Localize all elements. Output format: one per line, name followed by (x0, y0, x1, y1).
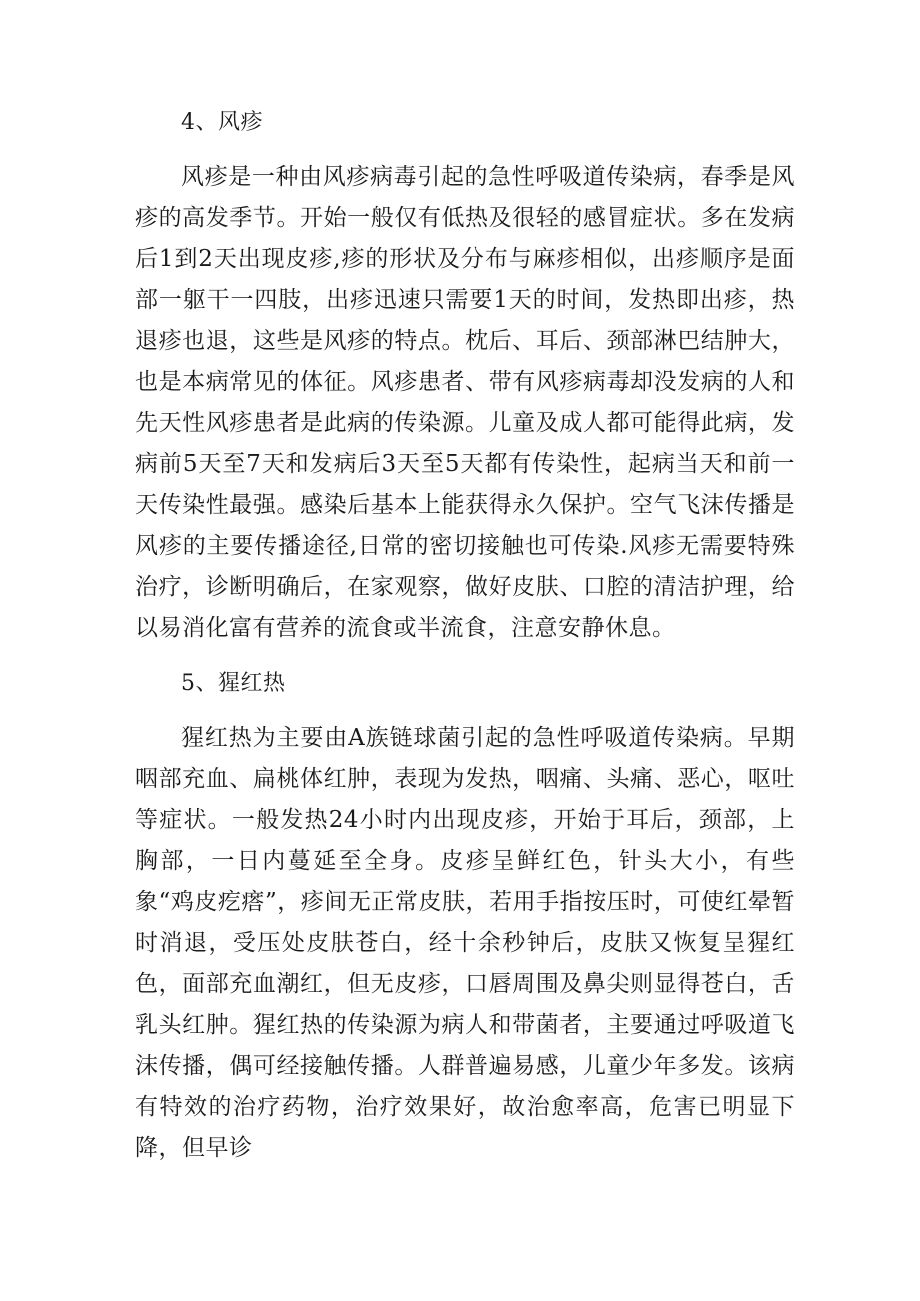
section-heading-scarlet-fever: 5、猩红热 (181, 671, 286, 696)
section-heading-rubella: 4、风疹 (181, 110, 263, 135)
section-body-scarlet-fever: 猩红热为主要由A族链球菌引起的急性呼吸道传染病。早期咽部充血、扁桃体红肿，表现为发热，咽痛、头痛、恶心，呕吐等症状。一般发热24小时内出现皮疹，开始于耳后，颈部，上胸部，一日内蔓延至全身。皮疹呈鲜红色，针头大小，有些象“鸡皮疙瘩”，疹间无正常皮肤，若用手指按压时，可使红晕暂时消退，受压处皮肤苍白，经十余秒钟后，皮肤又恢复呈猩红色，面部充血潮红，但无皮疹，口唇周围及鼻尖则显得苍白，舌乳头红肿。猩红热的传染源为病人和带菌者，主要通过呼吸道飞沫传播，偶可经接触传播。人群普遍易感，儿童少年多发。该病有特效的治疗药物，治疗效果好，故治愈率高，危害已明显下降，但早诊 (135, 725, 795, 1161)
section-body-rubella: 风疹是一种由风疹病毒引起的急性呼吸道传染病，春季是风疹的高发季节。开始一般仅有低热及很轻的感冒症状。多在发病后1到2天出现皮疹,疹的形状及分布与麻疹相似，出疹顺序是面部一躯干一四肢，出疹迅速只需要1天的时间，发热即出疹，热退疹也退，这些是风疹的特点。枕后、耳后、颈部淋巴结肿大，也是本病常见的体征。风疹患者、带有风疹病毒却没发病的人和先天性风疹患者是此病的传染源。儿童及成人都可能得此病，发病前5天至7天和发病后3天至5天都有传染性，起病当天和前一天传染性最强。感染后基本上能获得永久保护。空气飞沫传播是风疹的主要传播途径,日常的密切接触也可传染.风疹无需要特殊治疗，诊断明确后，在家观察，做好皮肤、口腔的清洁护理，给以易消化富有营养的流食或半流食，注意安静休息。 (135, 164, 795, 641)
document-body (135, 102, 795, 1183)
